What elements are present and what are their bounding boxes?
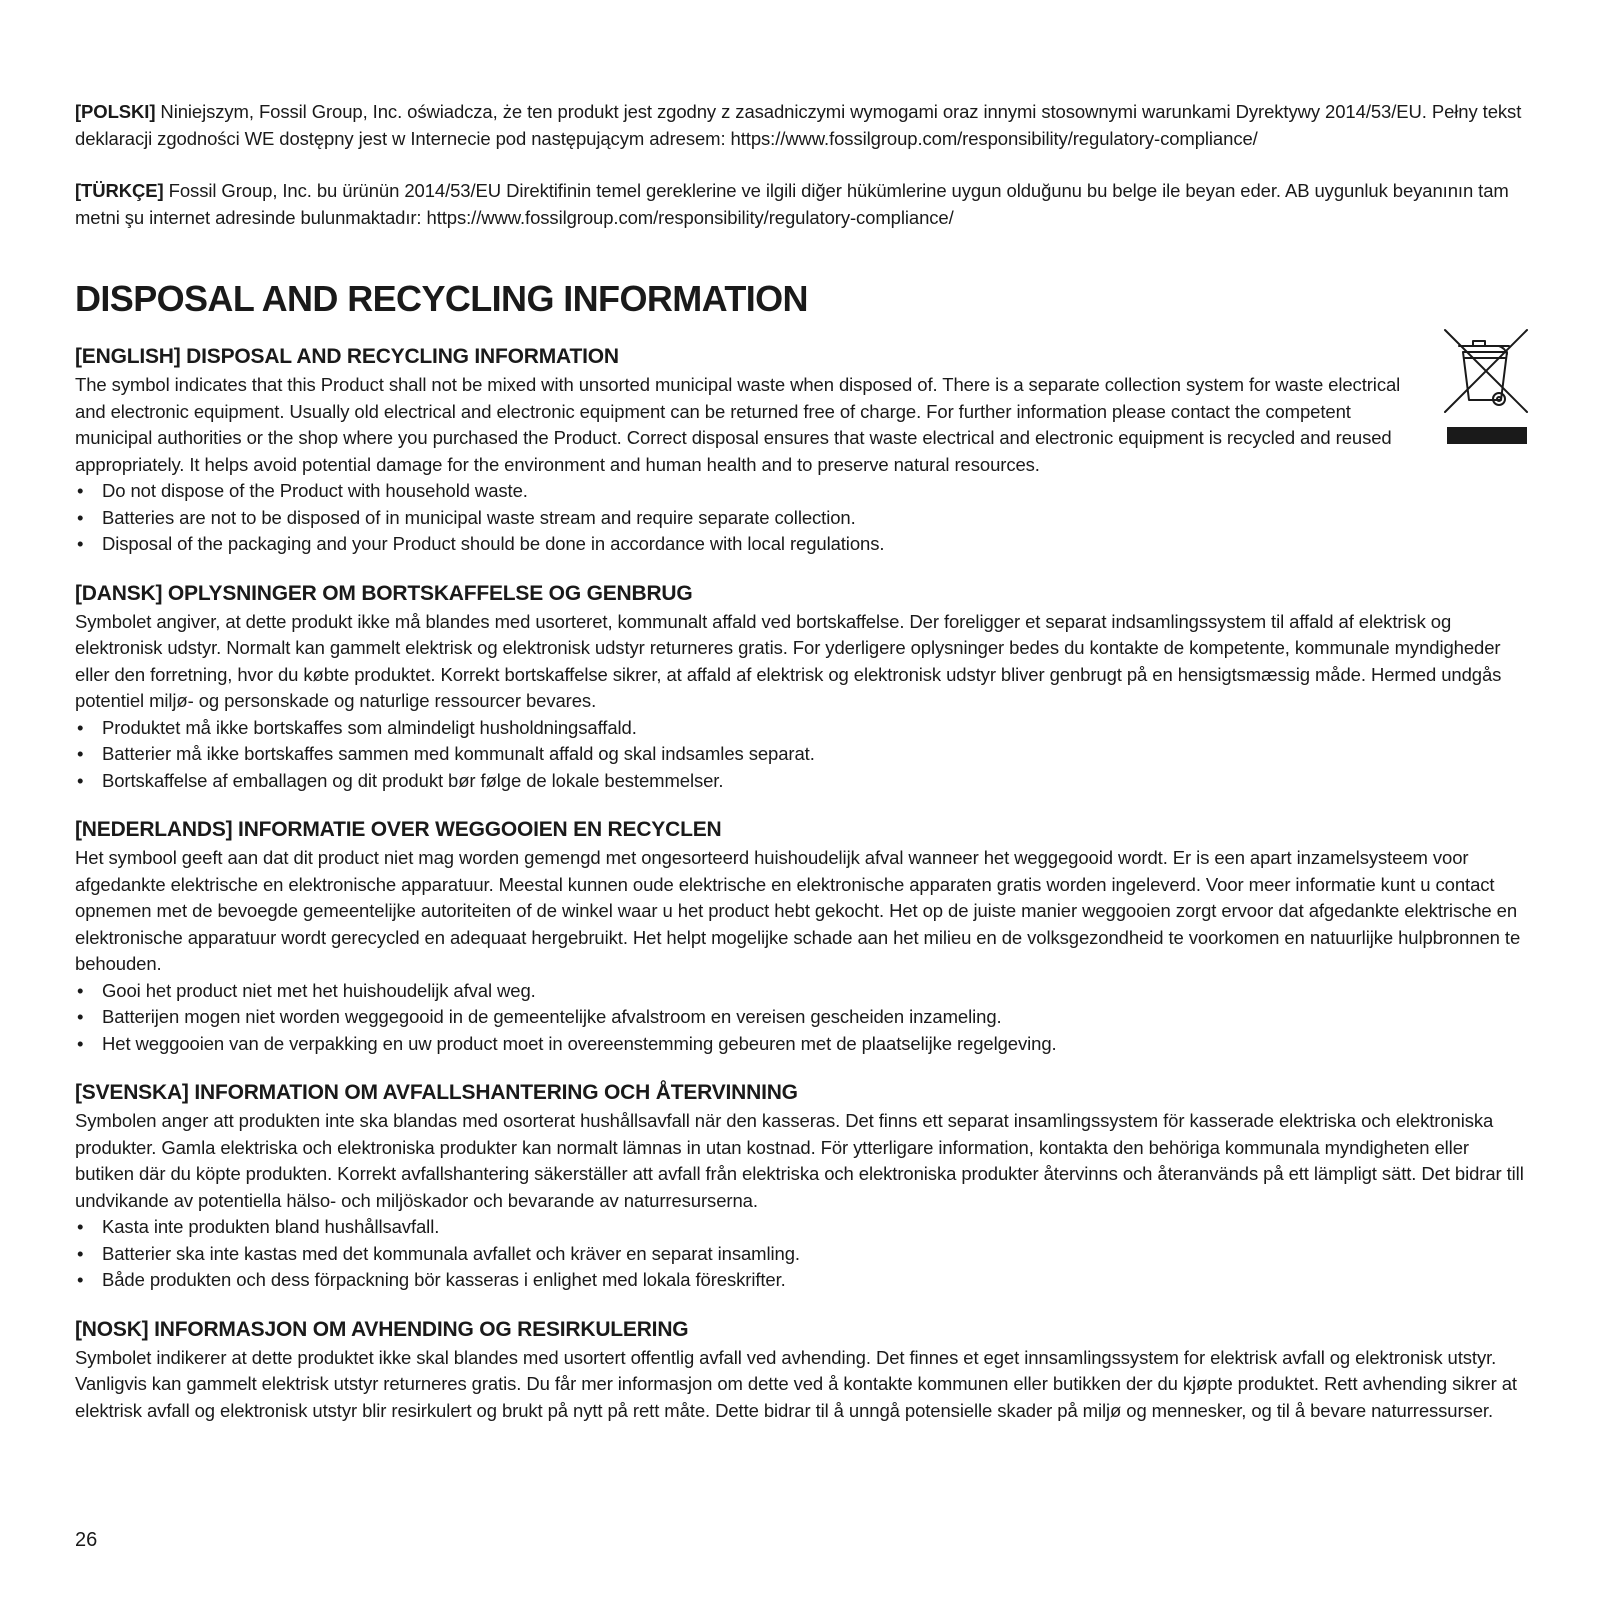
list-item	[75, 1004, 1525, 1031]
bullet-text: Kasta inte produkten bland hushållsavfall.	[102, 1216, 440, 1237]
list-item	[75, 978, 1525, 1005]
bullet-icon: •	[77, 1032, 84, 1054]
section-body: Het symbool geeft aan dat dit product niet mag worden gemengd met ongesorteerd huishoudelijk afval wanneer het weggegooid wordt. Er is een apart inzamelsysteem voor afgedankte elektrische en elektronische apparatuur. Meestal kunnen oude elektrische en elektronische apparaten gratis worden ingeleverd. Voor meer informatie kunt u contact opnemen met de bevoegde gemeentelijke autoriteiten of de winkel waar u het product hebt gekocht. Het op de juiste manier weggooien zorgt ervoor dat afgedankte elektrische en elektronische apparatuur wordt gerecycled en adequaat hergebruikt. Het helpt mogelijke schade aan het milieu en de volksgezondheid te voorkomen en natuurlijke hulpbronnen te behouden.	[75, 847, 1521, 974]
bullet-text: Do not dispose of the Product with household waste.	[102, 480, 528, 501]
bullet-text: Disposal of the packaging and your Product should be done in accordance with local regulations.	[102, 533, 885, 554]
bullet-icon: •	[77, 716, 84, 738]
section-heading: [NEDERLANDS] INFORMATIE OVER WEGGOOIEN EN RECYCLEN	[75, 818, 722, 841]
list-item	[75, 1214, 1525, 1241]
page-number: 26	[75, 1529, 98, 1551]
list-item	[75, 478, 1525, 505]
section-body: Symbolet angiver, at dette produkt ikke må blandes med usorteret, kommunalt affald ved bortskaffelse. Der foreligger et separat indsamlingssystem til affald af elektrisk og elektronisk udstyr. Normalt kan gammelt elektrisk og elektronisk udstyr returneres gratis. For yderligere oplysninger bedes du kontakte de kompetente, kommunale myndigheder eller den forretning, hvor du købte produktet. Korrekt bortskaffelse sikrer, at affald af elektrisk og elektronisk udstyr bliver genbrugt på en hensigtsmæssig måde. Hermed undgås potentiel miljø- og personskade og naturlige ressourcer bevares.	[75, 610, 1502, 711]
section-heading: [ENGLISH] DISPOSAL AND RECYCLING INFORMATION	[75, 345, 619, 368]
bullet-text: Bortskaffelse af emballagen og dit produkt bør følge de lokale bestemmelser.	[102, 769, 724, 791]
list-item	[75, 1031, 1525, 1058]
list-item	[75, 741, 1525, 768]
bullet-text: Batterijen mogen niet worden weggegooid in de gemeentelijke afvalstroom en vereisen gescheiden inzameling.	[102, 1006, 1002, 1027]
list-item	[75, 715, 1525, 742]
intro-text: Niniejszym, Fossil Group, Inc. oświadcza, że ten produkt jest zgodny z zasadniczymi wymogami oraz innymi stosownymi warunkami Dyrektywy 2014/53/EU. Pełny tekst deklaracji zgodności WE dostępny jest w Internecie pod następującym adresem: https://www.fossilgroup.com/responsibility/regulatory-compliance/	[75, 101, 1522, 149]
bullet-text: Batteries are not to be disposed of in municipal waste stream and require separate collection.	[102, 506, 856, 528]
section-body: Symbolet indikerer at dette produktet ikke skal blandes med usortert offentlig avfall ved avhending. Det finnes et eget innsamlingssystem for elektrisk avfall og elektronisk utstyr. Vanligvis kan gammelt elektrisk utstyr returneres gratis. Du får mer informasjon om dette ved å kontakte kommunen eller butikken der du kjøpte produktet. Rett avhending sikrer at elektrisk avfall og elektronisk utstyr blir resirkulert og brukt på nytt på rett måte. Dette bidrar til å unngå potensielle skader på miljø og mennesker, og til å bevare naturressurser.	[75, 1346, 1517, 1421]
list-item	[75, 505, 1525, 532]
bullet-list	[75, 715, 1525, 795]
section-heading: [DANSK] OPLYSNINGER OM BORTSKAFFELSE OG GENBRUG	[75, 581, 693, 605]
section-heading: [SVENSKA] INFORMATION OM AVFALLSHANTERING OCH ÅTERVINNING	[75, 1081, 798, 1104]
bullet-text: Både produkten och dess förpackning bör kasseras i enlighet med lokala föreskrifter.	[102, 1269, 786, 1290]
bullet-icon: •	[77, 1242, 84, 1264]
crossed-out-wheelie-bin-icon	[1443, 328, 1529, 452]
section-dansk	[75, 580, 1525, 795]
section-heading: [NOSK] INFORMASJON OM AVHENDING OG RESIRKULERING	[75, 1317, 689, 1341]
section-body: Symbolen anger att produkten inte ska blandas med osorterat hushållsavfall när den kasseras. Det finns ett separat insamlingssystem för kasserade elektriska och elektroniska produkter. Gamla elektriska och elektroniska produkter kan normalt lämnas in utan kostnad. För ytterligare information, kontakta den behöriga kommunala myndigheten eller butiken där du köpte produkten. Korrekt avfallshantering säkerställer att avfall från elektriska och elektroniska produkter återvinns och återanvänds på ett lämpligt sätt. Det bidrar till undvikande av potentiella hälso- och miljöskador och bevarande av naturresurserna.	[75, 1110, 1524, 1211]
bullet-icon: •	[77, 979, 84, 1001]
bullet-text: Het weggooien van de verpakking en uw product moet in overeenstemming gebeuren met de plaatselijke regelgeving.	[102, 1032, 1057, 1054]
bullet-list	[75, 478, 1525, 558]
bullet-icon: •	[77, 1269, 84, 1290]
bullet-icon: •	[77, 506, 84, 528]
bullet-list	[75, 978, 1525, 1058]
document-page	[75, 98, 1525, 1446]
intro-lang-label: [TÜRKÇE]	[75, 180, 164, 201]
bullet-icon: •	[77, 1216, 84, 1237]
bullet-list	[75, 1214, 1525, 1294]
list-item	[75, 768, 1525, 795]
page-title: DISPOSAL AND RECYCLING INFORMATION	[75, 278, 808, 319]
bullet-icon: •	[77, 769, 84, 791]
bullet-text: Gooi het product niet met het huishoudelijk afval weg.	[102, 979, 536, 1001]
intro-text: Fossil Group, Inc. bu ürünün 2014/53/EU Direktifinin temel gereklerine ve ilgili diğer hükümlerine uygun olduğunu bu belge ile beyan eder. AB uygunluk beyanının tam metni şu internet adresinde bulunmaktadır: https://www.fossilgroup.com/responsibility/regulatory-compliance/	[75, 180, 1509, 228]
bullet-text: Produktet må ikke bortskaffes som almindeligt husholdningsaffald.	[102, 716, 637, 738]
section-english	[75, 343, 1525, 558]
section-nosk	[75, 1316, 1525, 1425]
bullet-icon: •	[77, 533, 84, 554]
bullet-text: Batterier ska inte kastas med det kommunala avfallet och kräver en separat insamling.	[102, 1242, 800, 1264]
bullet-icon: •	[77, 743, 84, 764]
section-svenska	[75, 1079, 1525, 1294]
list-item	[75, 531, 1525, 558]
section-body: The symbol indicates that this Product shall not be mixed with unsorted municipal waste when disposed of. There is a separate collection system for waste electrical and electronic equipment. Usually old electrical and electronic equipment can be returned free of charge. For further information please contact the competent municipal authorities or the shop where you purchased the Product. Correct disposal ensures that waste electrical and electronic equipment is recycled and reused appropriately. It helps avoid potential damage for the environment and human health and to preserve natural resources.	[75, 374, 1401, 475]
bullet-icon: •	[77, 480, 84, 501]
bullet-text: Batterier må ikke bortskaffes sammen med kommunalt affald og skal indsamles separat.	[102, 743, 815, 764]
intro-turkce	[75, 177, 1525, 231]
list-item	[75, 1267, 1525, 1294]
section-nederlands	[75, 816, 1525, 1057]
intro-polski	[75, 98, 1525, 152]
intro-lang-label: [POLSKI]	[75, 101, 156, 122]
bullet-icon: •	[77, 1006, 84, 1027]
list-item	[75, 1241, 1525, 1268]
